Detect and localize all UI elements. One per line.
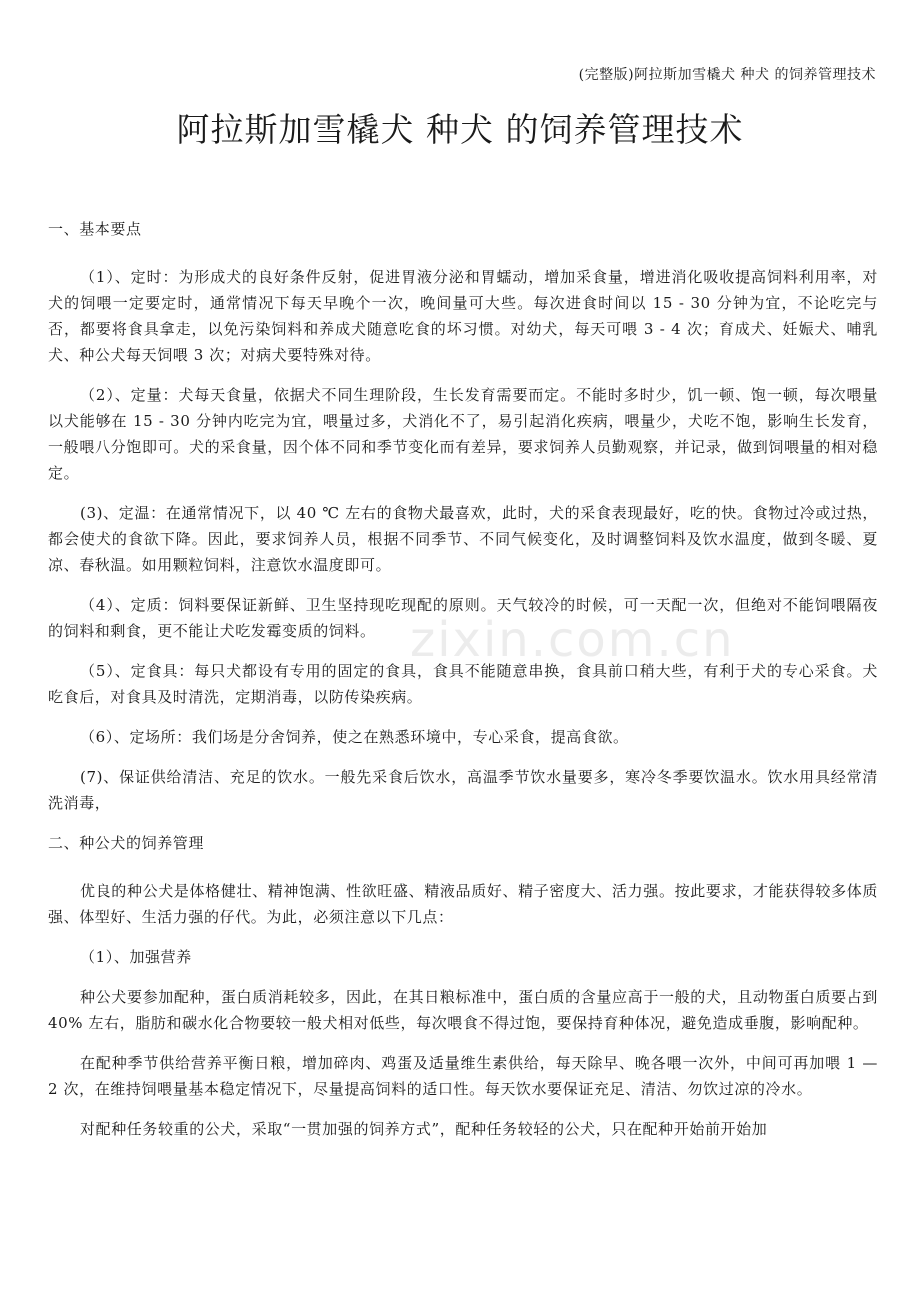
document-body (48, 216, 878, 1156)
subheading-nutrition: （1）、加强营养 (80, 948, 192, 966)
running-header: (完整版)阿拉斯加雪橇犬 种犬 的饲养管理技术 (578, 67, 876, 83)
paragraph-feeding-temperature: (3)、定温：在通常情况下，以 40 ℃ 左右的食物犬最喜欢，此时，犬的采食表现最好，吃的快。食物过冷或过热，都会使犬的食欲下降。因此，要求饲养人员，根据不同季节、不同气候变化，及时调整饲料及饮水温度，做到冬暖、夏凉、春秋温。如用颗粒饲料，注意饮水温度即可。 (48, 504, 878, 574)
document-title: 阿拉斯加雪橇犬 种犬 的饲养管理技术 (176, 110, 744, 149)
paragraph-feeding-quality: （4）、定质：饲料要保证新鲜、卫生坚持现吃现配的原则。天气较冷的时候，可一天配一次，但绝对不能饲喂隔夜的饲料和剩食，更不能让犬吃发霉变质的饲料。 (48, 596, 878, 640)
paragraph-feeding-utensils: （5）、定食具：每只犬都设有专用的固定的食具，食具不能随意串换，食具前口稍大些，有利于犬的专心采食。犬吃食后，对食具及时清洗，定期消毒，以防传染疾病。 (48, 662, 878, 706)
paragraph-drinking-water: (7)、保证供给清洁、充足的饮水。一般先采食后饮水，高温季节饮水量要多，寒冷冬季要饮温水。饮水用具经常清洗消毒， (48, 768, 878, 812)
section-heading-basics: 一、基本要点 (48, 220, 142, 238)
paragraph-breeding-season: 在配种季节供给营养平衡日粮，增加碎肉、鸡蛋及适量维生素供给，每天除早、晚各喂一次外，中间可再加喂 1 — 2 次，在维持饲喂量基本稳定情况下，尽量提高饲料的适口性。每天饮水要保证充足、清洁、勿饮过凉的冷水。 (48, 1054, 878, 1098)
paragraph-heavy-breeding: 对配种任务较重的公犬，采取“一贯加强的饲养方式”，配种任务较轻的公犬，只在配种开始前开始加 (80, 1120, 768, 1138)
paragraph-feeding-amount: （2）、定量：犬每天食量，依据犬不同生理阶段，生长发育需要而定。不能时多时少，饥一顿、饱一顿，每次喂量以犬能够在 15 - 30 分钟内吃完为宜，喂量过多，犬消化不了，易引起消化疾病，喂量少，犬吃不饱，影响生长发育，一般喂八分饱即可。犬的采食量，因个体不同和季节变化而有差异，要求饲养人员勤观察，并记录，做到饲喂量的相对稳定。 (48, 386, 878, 482)
paragraph-feeding-place: （6）、定场所：我们场是分舍饲养，使之在熟悉环境中，专心采食，提高食欲。 (80, 728, 629, 746)
paragraph-protein: 种公犬要参加配种，蛋白质消耗较多，因此，在其日粮标准中，蛋白质的含量应高于一般的犬，且动物蛋白质要占到 40% 左右，脂肪和碳水化合物要较一般犬相对低些，每次喂食不得过饱，要保持育种体况，避免造成垂腹，影响配种。 (48, 988, 878, 1032)
paragraph-feeding-time: （1）、定时：为形成犬的良好条件反射，促进胃液分泌和胃蠕动，增加采食量，增进消化吸收提高饲料利用率，对犬的饲喂一定要定时，通常情况下每天早晚个一次，晚间量可大些。每次进食时间以 15 - 30 分钟为宜，不论吃完与否，都要将食具拿走，以免污染饲料和养成犬随意吃食的坏习惯。对幼犬，每天可喂 3 - 4 次；育成犬、妊娠犬、哺乳犬、种公犬每天饲喂 3 次；对病犬要特殊对待。 (48, 268, 878, 364)
section-heading-stud-dog: 二、种公犬的饲养管理 (48, 834, 205, 852)
paragraph-stud-intro: 优良的种公犬是体格健壮、精神饱满、性欲旺盛、精液品质好、精子密度大、活力强。按此要求，才能获得较多体质强、体型好、生活力强的仔代。为此，必须注意以下几点： (48, 882, 878, 926)
watermark: zixin.com.cn (410, 612, 735, 668)
